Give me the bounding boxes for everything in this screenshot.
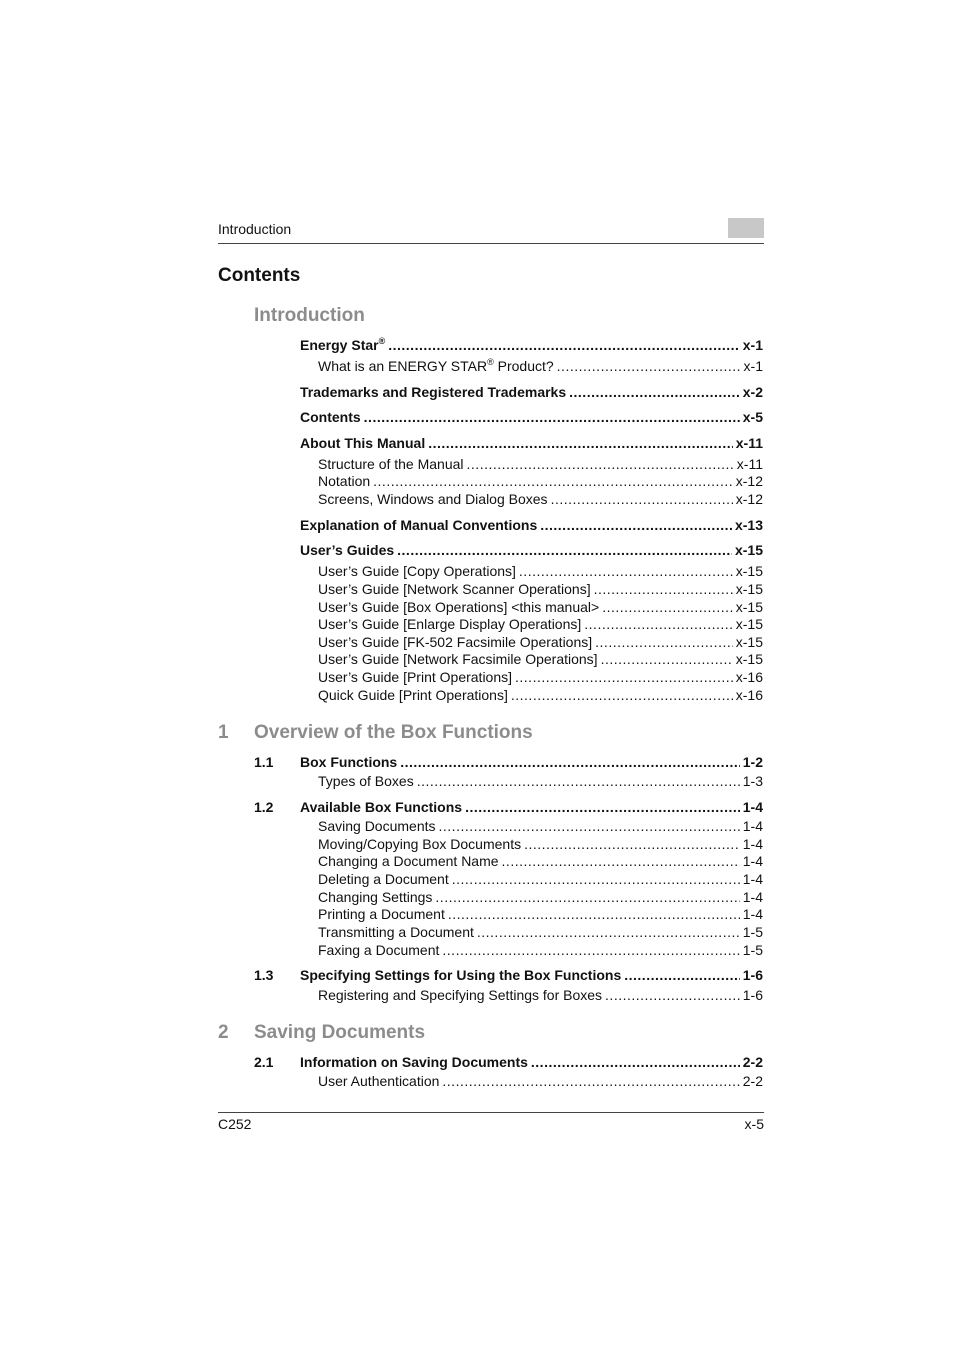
toc-entry-guide-network-fax[interactable]: User’s Guide [Network Facsimile Operations] ..... x-15 (318, 650, 763, 668)
page-number: 1-4 (742, 871, 763, 887)
dot-leader (602, 598, 733, 616)
toc-entry-what-is-energy-star[interactable]: What is an ENERGY STAR® Product? ..... x-1 (318, 357, 763, 375)
toc-entry-registering-settings[interactable]: Registering and Specifying Settings for Boxes ..... 1-6 (318, 986, 763, 1004)
dot-leader (524, 835, 740, 853)
chapter-number: 2 (218, 1022, 229, 1043)
page-number: 1-4 (742, 799, 763, 815)
header-title: Introduction (218, 221, 292, 237)
dot-leader (465, 798, 740, 816)
toc-entry-user-authentication[interactable]: User Authentication ..... 2-2 (318, 1072, 763, 1090)
dot-leader (594, 580, 733, 598)
toc-entry-conventions[interactable]: Explanation of Manual Conventions ..... x-13 (300, 516, 763, 534)
dot-leader (624, 966, 740, 984)
page-number: x-15 (735, 651, 763, 667)
page-number: 1-3 (742, 773, 763, 789)
page-number: x-15 (735, 616, 763, 632)
page-number: 1-6 (742, 987, 763, 1003)
toc-entry-guide-box[interactable]: User’s Guide [Box Operations] <this manual> ..... x-15 (318, 598, 763, 616)
toc-entry-1-1[interactable]: 1.1 Box Functions ..... 1-2 (300, 753, 763, 771)
toc-entry-deleting[interactable]: Deleting a Document ..... 1-4 (318, 870, 763, 888)
toc-entry-guide-enlarge[interactable]: User’s Guide [Enlarge Display Operations] ..... x-15 (318, 615, 763, 633)
page-number: x-2 (742, 384, 763, 400)
dot-leader (442, 941, 739, 959)
page-number: x-16 (735, 669, 763, 685)
dot-leader (467, 455, 734, 473)
toc-entry-guide-print[interactable]: User’s Guide [Print Operations] ..... x-16 (318, 668, 763, 686)
toc-entry-guide-fk502[interactable]: User’s Guide [FK-502 Facsimile Operations] ..... x-15 (318, 633, 763, 651)
page-number: x-15 (735, 634, 763, 650)
dot-leader (428, 434, 733, 452)
page-number: x-12 (735, 491, 763, 507)
toc-entry-users-guides[interactable]: User’s Guides ..... x-15 (300, 541, 763, 559)
page-number: 1-4 (742, 889, 763, 905)
page-number: x-15 (735, 599, 763, 615)
dot-leader (584, 615, 732, 633)
page-number: 1-4 (742, 836, 763, 852)
section-number: 1.1 (254, 754, 274, 770)
page-number: 1-4 (742, 906, 763, 922)
toc-entry-quick-guide-print[interactable]: Quick Guide [Print Operations] ..... x-16 (318, 686, 763, 704)
toc-entry-changing-settings[interactable]: Changing Settings ..... 1-4 (318, 888, 763, 906)
dot-leader (439, 817, 740, 835)
toc-entry-2-1[interactable]: 2.1 Information on Saving Documents ..... 2-2 (300, 1053, 763, 1071)
toc-entry-structure[interactable]: Structure of the Manual ..... x-11 (318, 455, 763, 473)
page-number: 2-2 (742, 1073, 763, 1089)
chapter-title: Saving Documents (254, 1022, 426, 1043)
page-number: x-11 (736, 456, 763, 472)
toc-entry-trademarks[interactable]: Trademarks and Registered Trademarks ..... x-2 (300, 383, 763, 401)
dot-leader (435, 888, 739, 906)
dot-leader (417, 772, 740, 790)
page-number: 2-2 (742, 1054, 763, 1070)
page-number: x-11 (735, 435, 763, 451)
page-number: x-16 (735, 687, 763, 703)
toc-entry-moving-copying[interactable]: Moving/Copying Box Documents ..... 1-4 (318, 835, 763, 853)
toc-entry-1-2[interactable]: 1.2 Available Box Functions ..... 1-4 (300, 798, 763, 816)
dot-leader (551, 490, 733, 508)
section-number: 1.3 (254, 967, 274, 983)
dot-leader (515, 668, 733, 686)
toc-entry-energy-star[interactable]: Energy Star® ..... x-1 (300, 336, 763, 354)
chapter-title: Overview of the Box Functions (254, 722, 533, 743)
header-tab-marker (728, 218, 764, 238)
page-number: 1-2 (742, 754, 763, 770)
page-number: x-5 (742, 409, 763, 425)
toc-entry-screens[interactable]: Screens, Windows and Dialog Boxes ..... x-12 (318, 490, 763, 508)
dot-leader (448, 905, 740, 923)
toc-entry-notation[interactable]: Notation ..... x-12 (318, 472, 763, 490)
page-number: 1-6 (742, 967, 763, 983)
page-number: x-13 (734, 517, 763, 533)
page-number: x-1 (743, 358, 763, 374)
dot-leader (569, 383, 740, 401)
footer-model: C252 (218, 1116, 252, 1132)
dot-leader (477, 923, 740, 941)
toc-entry-faxing[interactable]: Faxing a Document ..... 1-5 (318, 941, 763, 959)
page-number: 1-5 (742, 924, 763, 940)
toc-entry-saving-documents[interactable]: Saving Documents ..... 1-4 (318, 817, 763, 835)
toc-entry-guide-copy[interactable]: User’s Guide [Copy Operations] ..... x-15 (318, 562, 763, 580)
chapter-number: 1 (218, 722, 229, 743)
toc-entry-printing[interactable]: Printing a Document ..... 1-4 (318, 905, 763, 923)
toc-entry-changing-name[interactable]: Changing a Document Name ..... 1-4 (318, 852, 763, 870)
page-number: 1-5 (742, 942, 763, 958)
page-number: 1-4 (742, 818, 763, 834)
toc-entry-about-this-manual[interactable]: About This Manual ..... x-11 (300, 434, 763, 452)
dot-leader (511, 686, 733, 704)
page-header (218, 219, 764, 244)
dot-leader (601, 650, 733, 668)
page-footer (218, 1112, 764, 1132)
dot-leader (595, 633, 733, 651)
toc-entry-1-3[interactable]: 1.3 Specifying Settings for Using the Box Functions ..... 1-6 (300, 966, 763, 984)
dot-leader (364, 408, 740, 426)
dot-leader (540, 516, 732, 534)
toc-entry-contents[interactable]: Contents ..... x-5 (300, 408, 763, 426)
page-number: x-15 (735, 563, 763, 579)
dot-leader (502, 852, 740, 870)
page-number: x-15 (734, 542, 763, 558)
footer-page-number: x-5 (744, 1116, 764, 1132)
dot-leader (388, 336, 740, 354)
contents-heading: Contents (218, 265, 301, 286)
dot-leader (452, 870, 740, 888)
chapter-title: Introduction (254, 305, 365, 326)
dot-leader (442, 1072, 739, 1090)
toc-entry-types-of-boxes[interactable]: Types of Boxes ..... 1-3 (318, 772, 763, 790)
dot-leader (557, 357, 741, 375)
toc-entry-transmitting[interactable]: Transmitting a Document ..... 1-5 (318, 923, 763, 941)
dot-leader (373, 472, 733, 490)
dot-leader (605, 986, 740, 1004)
page-number: 1-4 (742, 853, 763, 869)
page-number: x-15 (735, 581, 763, 597)
dot-leader (531, 1053, 740, 1071)
section-number: 2.1 (254, 1054, 274, 1070)
page-number: x-1 (742, 337, 763, 353)
dot-leader (519, 562, 733, 580)
page-number: x-12 (735, 473, 763, 489)
dot-leader (400, 753, 740, 771)
dot-leader (397, 541, 732, 559)
section-number: 1.2 (254, 799, 274, 815)
toc-entry-guide-network-scanner[interactable]: User’s Guide [Network Scanner Operations] ..... x-15 (318, 580, 763, 598)
